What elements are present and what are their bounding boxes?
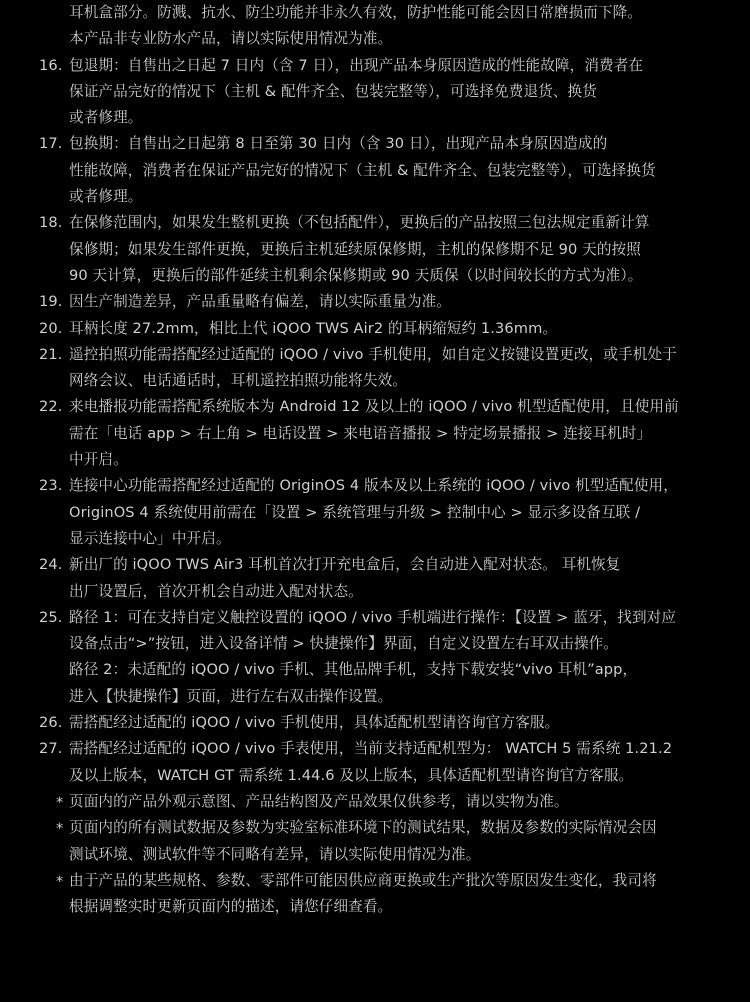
note-number: 27. bbox=[39, 740, 63, 758]
note-text: 包退期：自售出之日起 7 日内（含 7 日），出现产品本身原因造成的性能故障，消费者在 bbox=[69, 56, 644, 74]
note-line bbox=[0, 526, 750, 552]
note-item-21 bbox=[0, 342, 750, 368]
note-line bbox=[0, 842, 750, 868]
note-text: 新出厂的 iQOO TWS Air3 耳机首次打开充电盒后，会自动进入配对状态。 耳机恢复 bbox=[69, 556, 621, 574]
note-line bbox=[0, 894, 750, 920]
note-text: 设备点击“>”按钮，进入设备详情 > 快捷操作】界面，自定义设置左右耳双击操作。 bbox=[69, 635, 619, 653]
note-text: 及以上版本，WATCH GT 需系统 1.44.6 及以上版本，具体适配机型请咨询官方客服。 bbox=[69, 766, 634, 784]
note-item-20 bbox=[0, 316, 750, 342]
disclaimer-item bbox=[0, 789, 750, 815]
note-item-19 bbox=[0, 289, 750, 315]
note-text: 90 天计算，更换后的部件延续主机剩余保修期或 90 天质保（以时间较长的方式为准）。 bbox=[69, 266, 643, 284]
note-text: 中开启。 bbox=[69, 451, 128, 469]
note-text: 耳机盒部分。防溅、抗水、防尘功能并非永久有效，防护性能可能会因日常磨损而下降。 bbox=[69, 4, 643, 21]
note-text: 保修期；如果发生部件更换，更换后主机延续原保修期，主机的保修期不足 90 天的按照 bbox=[69, 240, 641, 258]
note-line bbox=[0, 579, 750, 605]
note-item-25 bbox=[0, 605, 750, 631]
note-line bbox=[0, 447, 750, 473]
note-number: 24. bbox=[39, 556, 63, 574]
note-text: 需搭配经过适配的 iQOO / vivo 手表使用，当前支持适配机型为： WATCH 5 需系统 1.21.2 bbox=[69, 740, 673, 758]
asterisk-mark: * bbox=[56, 872, 64, 890]
note-text: 或者修理。 bbox=[69, 109, 143, 127]
note-line bbox=[0, 421, 750, 447]
note-line bbox=[0, 500, 750, 526]
note-item-27 bbox=[0, 736, 750, 762]
note-text: 耳柄长度 27.2mm，相比上代 iQOO TWS Air2 的耳柄缩短约 1.36mm。 bbox=[69, 319, 558, 337]
note-text: 遥控拍照功能需搭配经过适配的 iQOO / vivo 手机使用，如自定义按键设置更改，或手机处于 bbox=[69, 345, 677, 363]
note-text: 本产品非专业防水产品，请以实际使用情况为准。 bbox=[69, 30, 393, 48]
note-text: 在保修范围内，如果发生整机更换（不包括配件），更换后的产品按照三包法规定重新计算 bbox=[69, 214, 650, 232]
note-text: 进入【快捷操作】页面，进行左右双击操作设置。 bbox=[69, 687, 393, 705]
disclaimer-text: 根据调整实时更新页面内的描述，请您仔细查看。 bbox=[69, 898, 393, 916]
note-number: 20. bbox=[39, 319, 63, 337]
disclaimer-text: 页面内的所有测试数据及参数为实验室标准环境下的测试结果，数据及参数的实际情况会因 bbox=[69, 819, 657, 837]
note-line bbox=[0, 763, 750, 789]
note-line bbox=[0, 26, 750, 52]
note-line bbox=[0, 79, 750, 105]
note-text: 需搭配经过适配的 iQOO / vivo 手机使用，具体适配机型请咨询官方客服。 bbox=[69, 714, 560, 732]
note-item-26 bbox=[0, 710, 750, 736]
disclaimer-item bbox=[0, 815, 750, 841]
note-text: 或者修理。 bbox=[69, 188, 143, 206]
note-text: 路径 1：可在支持自定义触控设置的 iQOO / vivo 手机端进行操作：【设置 > 蓝牙，找到对应 bbox=[69, 608, 677, 626]
note-number: 17. bbox=[39, 135, 63, 153]
note-text: 包换期：自售出之日起第 8 日至第 30 日内（含 30 日），出现产品本身原因造成的 bbox=[69, 135, 608, 153]
note-number: 22. bbox=[39, 398, 63, 416]
note-text: 连接中心功能需搭配经过适配的 OriginOS 4 版本及以上系统的 iQOO / vivo 机型适配使用， bbox=[69, 477, 678, 495]
note-number: 19. bbox=[39, 293, 63, 311]
note-text: 保证产品完好的情况下（主机 & 配件齐全、包装完整等），可选择免费退货、换货 bbox=[69, 82, 597, 100]
note-number: 21. bbox=[39, 345, 63, 363]
note-line bbox=[0, 684, 750, 710]
disclaimer-text: 测试环境、测试软件等不同略有差异，请以实际使用情况为准。 bbox=[69, 845, 481, 863]
note-text: 因生产制造差异，产品重量略有偏差，请以实际重量为准。 bbox=[69, 293, 452, 311]
note-line bbox=[0, 105, 750, 131]
note-text: 性能故障，消费者在保证产品完好的情况下（主机 & 配件齐全、包装完整等），可选择换货 bbox=[69, 161, 656, 179]
note-number: 23. bbox=[39, 477, 63, 495]
note-number: 18. bbox=[39, 214, 63, 232]
note-item-24 bbox=[0, 552, 750, 578]
note-item-22 bbox=[0, 394, 750, 420]
note-text: 路径 2：未适配的 iQOO / vivo 手机、其他品牌手机，支持下载安装“vivo 耳机”app， bbox=[69, 661, 638, 679]
note-text: OriginOS 4 系统使用前需在「设置 > 系统管理与升级 > 控制中心 > 显示多设备互联 / bbox=[69, 503, 641, 521]
note-text: 来电播报功能需搭配系统版本为 Android 12 及以上的 iQOO / vivo 机型适配使用，且使用前 bbox=[69, 398, 679, 416]
note-line bbox=[0, 263, 750, 289]
note-text: 需在「电话 app > 右上角 > 电话设置 > 来电语音播报 > 特定场景播报 > 连接耳机时」 bbox=[69, 424, 652, 442]
note-line bbox=[0, 237, 750, 263]
note-text: 显示连接中心」中开启。 bbox=[69, 529, 231, 547]
disclaimer-text: 页面内的产品外观示意图、产品结构图及产品效果仅供参考，请以实物为准。 bbox=[69, 792, 569, 810]
note-line bbox=[0, 657, 750, 683]
note-text: 网络会议、电话通话时，耳机遥控拍照功能将失效。 bbox=[69, 372, 407, 390]
note-number: 26. bbox=[39, 714, 63, 732]
note-item-23 bbox=[0, 473, 750, 499]
disclaimer-text: 由于产品的某些规格、参数、零部件可能因供应商更换或生产批次等原因发生变化，我司将 bbox=[69, 871, 657, 889]
note-line bbox=[0, 631, 750, 657]
asterisk-mark: * bbox=[56, 820, 64, 838]
disclaimer-item bbox=[0, 868, 750, 894]
note-item-17 bbox=[0, 131, 750, 157]
note-line bbox=[0, 158, 750, 184]
note-number: 25. bbox=[39, 608, 63, 626]
note-item-18 bbox=[0, 210, 750, 236]
note-number: 16. bbox=[39, 56, 63, 74]
note-item-16 bbox=[0, 53, 750, 79]
asterisk-mark: * bbox=[56, 793, 64, 811]
note-text: 出厂设置后，首次开机会自动进入配对状态。 bbox=[69, 582, 363, 600]
note-line bbox=[0, 184, 750, 210]
note-line bbox=[0, 0, 750, 26]
note-line bbox=[0, 368, 750, 394]
